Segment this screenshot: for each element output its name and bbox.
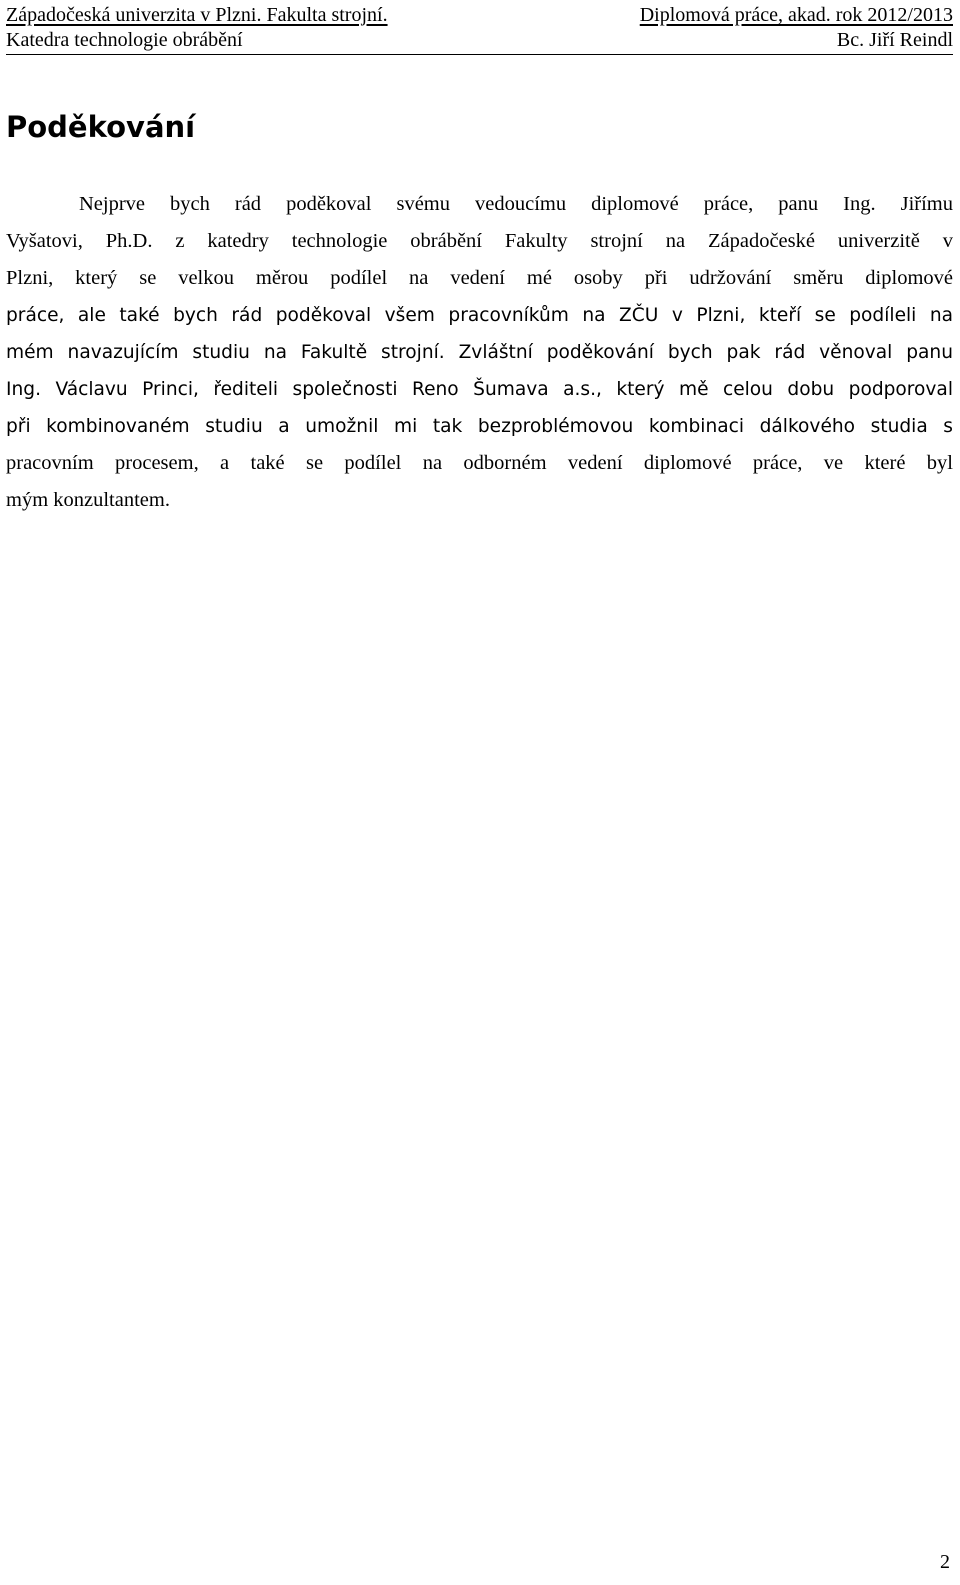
paragraph-line: Nejprve bych rád poděkoval svému vedoucímu diplomové práce, panu Ing. Jiřímu (79, 193, 953, 215)
paragraph-line: práce, ale také bych rád poděkoval všem pracovníkům na ZČU v Plzni, kteří se podíleli na (6, 305, 953, 326)
header-university: Západočeská univerzita v Plzni. Fakulta strojní. (6, 4, 388, 26)
acknowledgement-paragraph (6, 186, 953, 519)
paragraph-line: Ing. Václavu Princi, řediteli společnosti Reno Šumava a.s., který mě celou dobu podporoval (6, 379, 953, 400)
page-header (6, 0, 953, 55)
header-thesis-info: Diplomová práce, akad. rok 2012/2013 (639, 4, 953, 26)
page-number: 2 (940, 1551, 950, 1573)
paragraph-line: pracovním procesem, a také se podílel na odborném vedení diplomové práce, ve které byl (6, 452, 953, 474)
header-department: Katedra technologie obrábění (6, 29, 243, 51)
paragraph-line: mým konzultantem. (6, 489, 170, 511)
header-author: Bc. Jiří Reindl (836, 29, 953, 51)
paragraph-line: Vyšatovi, Ph.D. z katedry technologie obrábění Fakulty strojní na Západočeské univerzitě v (6, 230, 953, 252)
paragraph-line: mém navazujícím studiu na Fakultě strojní. Zvláštní poděkování bych pak rád věnoval panu (6, 342, 953, 363)
paragraph-line: při kombinovaném studiu a umožnil mi tak bezproblémovou kombinaci dálkového studia s (6, 416, 953, 437)
page-title: Poděkování (6, 110, 196, 144)
paragraph-line: Plzni, který se velkou měrou podílel na vedení mé osoby při udržování směru diplomové (6, 267, 953, 289)
